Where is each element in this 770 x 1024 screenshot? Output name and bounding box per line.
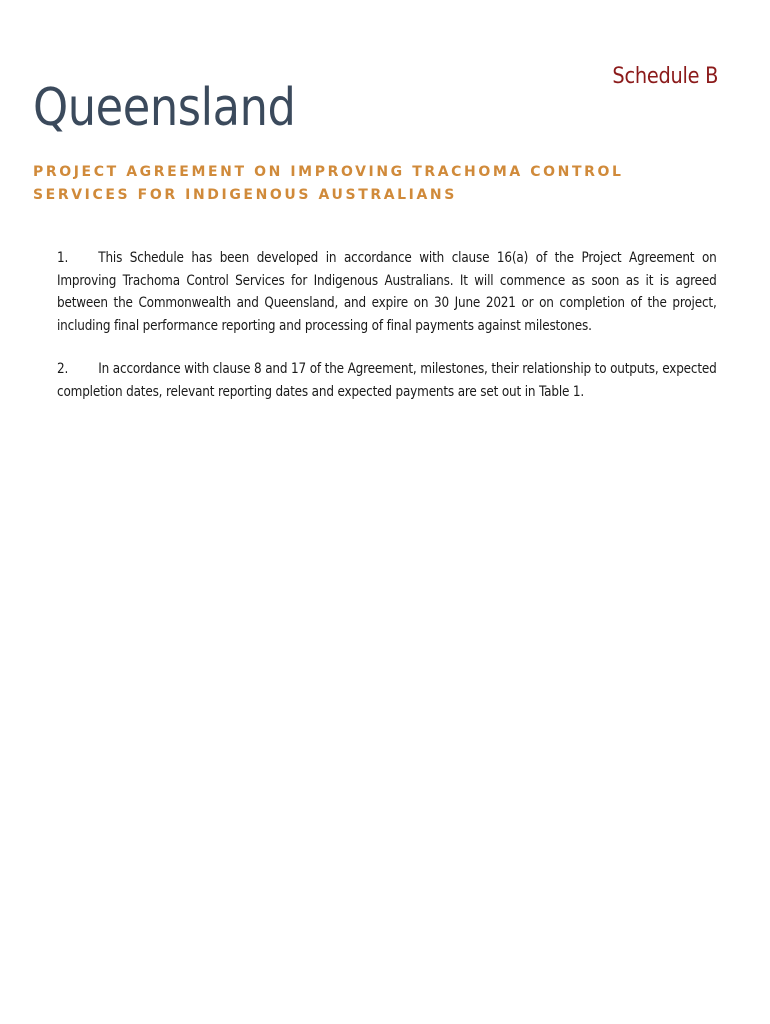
paragraph-number: 1. [57,250,69,266]
paragraph-2 [57,358,717,403]
document-body [57,247,717,424]
paragraph-1 [57,247,717,337]
schedule-label: Schedule B [612,64,718,89]
paragraph-text: In accordance with clause 8 and 17 of the Agreement, milestones, their relationship to outputs, expected completion dates, relevant reporting dates and expected payments are set out in Table 1. [57,361,717,400]
paragraph-text: This Schedule has been developed in accordance with clause 16(a) of the Project Agreement on Improving Trachoma Control Services for Indigenous Australians. It will commence as soon as it is agreed between the Commonwealth and Queensland, and expire on 30 June 2021 or on completion of the project, including final performance reporting and processing of final payments against milestones. [57,250,717,334]
state-title: Queensland [33,78,296,138]
agreement-title: PROJECT AGREEMENT ON IMPROVING TRACHOMA CONTROL SERVICES FOR INDIGENOUS AUSTRALIANS [33,164,624,203]
paragraph-number: 2. [57,361,69,377]
